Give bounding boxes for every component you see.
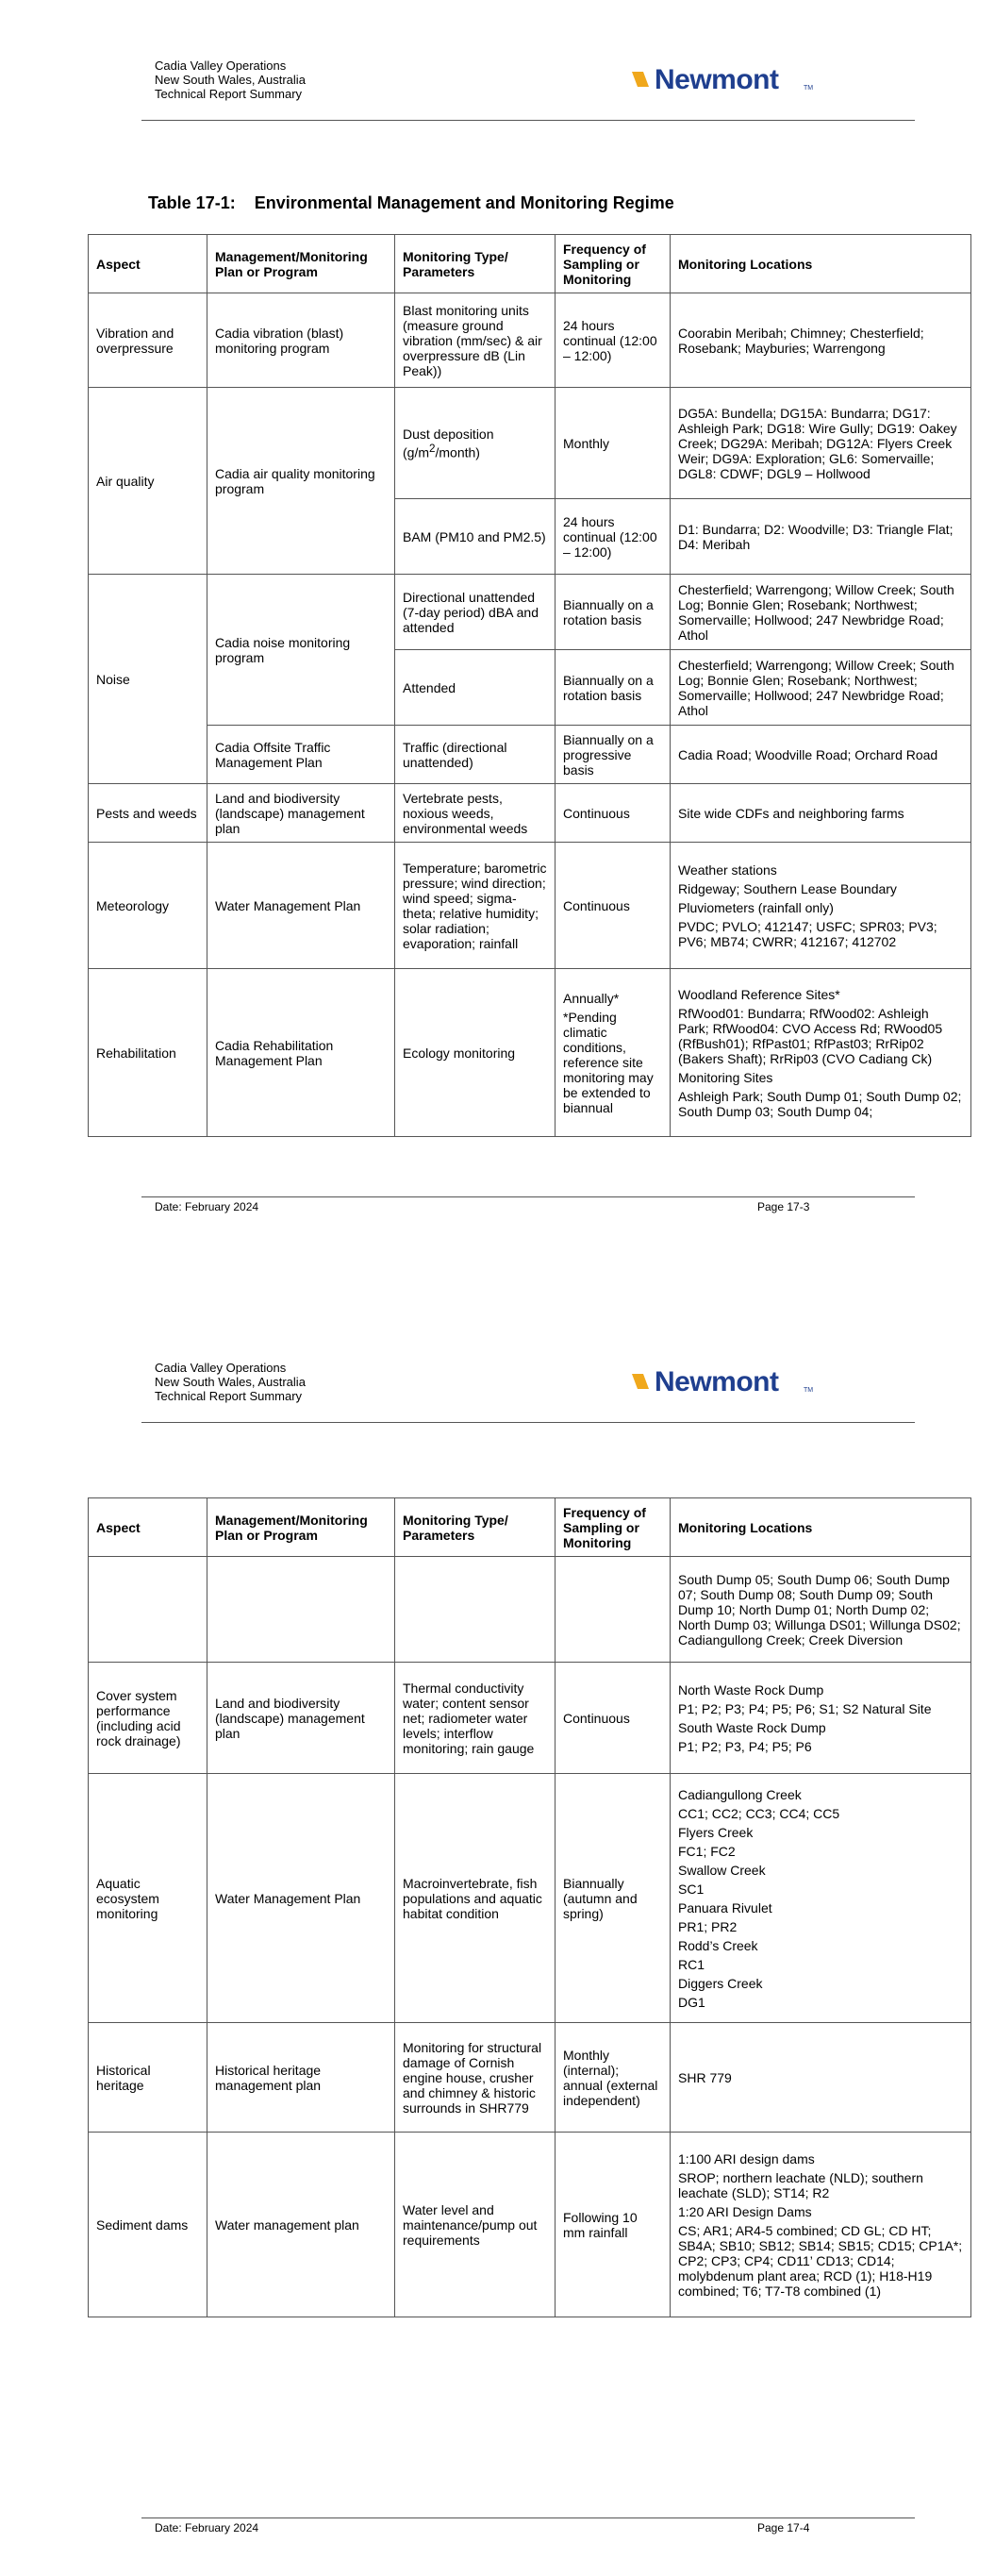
- logo-trademark: TM: [804, 85, 814, 92]
- table-row: [89, 1774, 971, 2023]
- locations-cell: South Dump 05; South Dump 06; South Dump 07; South Dump 08; South Dump 09; South Dump 10; North Dump 01; North Dump 02; North Dump 03; Willunga DS01; Willunga DS02; Cadiangullong Creek; Creek Diversion: [671, 1557, 971, 1663]
- type-cell: Directional unattended (7-day period) dBA and attended: [395, 575, 556, 650]
- locations-cell: Weather stations Ridgeway; Southern Lease Boundary Pluviometers (rainfall only) PVDC; PVLO; 412147; USFC; SPR03; PV3; PV6; MB74; CWRR; 412167; 412702: [671, 843, 971, 969]
- plan-cell: [207, 1557, 395, 1663]
- table-row: [89, 1663, 971, 1774]
- locations-cell: Coorabin Meribah; Chimney; Chesterfield; Rosebank; Mayburies; Warrengong: [671, 293, 971, 388]
- monitoring-table-part-1: [88, 234, 971, 1137]
- aspect-cell: Vibration and overpressure: [89, 293, 207, 388]
- type-cell: Thermal conductivity water; content sensor net; radiometer water levels; interflow monitoring; rain gauge: [395, 1663, 556, 1774]
- col-header-frequency: Frequency of Sampling or Monitoring: [556, 235, 671, 293]
- header-divider: [141, 120, 915, 121]
- frequency-cell: Monthly: [556, 388, 671, 499]
- logo-trademark: TM: [804, 1387, 814, 1394]
- footer-divider: [141, 2517, 915, 2518]
- table-row: [89, 969, 971, 1137]
- type-cell: Blast monitoring units (measure ground vibration (mm/sec) & air overpressure dB (Lin Peak)): [395, 293, 556, 388]
- frequency-cell: 24 hours continual (12:00 – 12:00): [556, 499, 671, 575]
- frequency-cell: Biannually (autumn and spring): [556, 1774, 671, 2023]
- locations-cell: DG5A: Bundella; DG15A: Bundarra; DG17: Ashleigh Park; DG18: Wire Gully; DG19: Oakey Creek; DG29A: Meribah; DG12A: Flyers Creek Weir; DG9A: Exploration; GL6: Somervaille; DGL8: CDWF; DGL9 – Hollwood: [671, 388, 971, 499]
- col-header-plan: Management/Monitoring Plan or Program: [207, 235, 395, 293]
- logo-wordmark: Newmont: [655, 1366, 779, 1397]
- aspect-cell: [89, 1557, 207, 1663]
- table-row: [89, 784, 971, 843]
- table-row: [89, 2023, 971, 2133]
- monitoring-table-part-2: [88, 1497, 971, 2317]
- company-location: New South Wales, Australia: [155, 1375, 306, 1389]
- type-cell: Attended: [395, 650, 556, 726]
- col-header-type: Monitoring Type/ Parameters: [395, 235, 556, 293]
- footer-date: Date: February 2024: [155, 2521, 259, 2534]
- header-divider: [141, 1422, 915, 1423]
- report-type: Technical Report Summary: [155, 87, 303, 101]
- plan-cell: Historical heritage management plan: [207, 2023, 395, 2133]
- type-cell: BAM (PM10 and PM2.5): [395, 499, 556, 575]
- type-cell: [395, 1557, 556, 1663]
- table-header-row: [89, 1498, 971, 1557]
- locations-cell: D1: Bundarra; D2: Woodville; D3: Triangle Flat; D4: Meribah: [671, 499, 971, 575]
- footer-page-number: Page 17-3: [757, 1200, 810, 1213]
- locations-cell: Chesterfield; Warrengong; Willow Creek; South Log; Bonnie Glen; Rosebank; Northwest; Somervaille; Hollwood; 247 Newbridge Road; Athol: [671, 575, 971, 650]
- type-cell: Macroinvertebrate, fish populations and aquatic habitat condition: [395, 1774, 556, 2023]
- frequency-cell: Biannually on a progressive basis: [556, 726, 671, 784]
- aspect-cell: Aquatic ecosystem monitoring: [89, 1774, 207, 2023]
- company-location: New South Wales, Australia: [155, 73, 306, 87]
- report-header: [155, 1361, 306, 1403]
- frequency-cell: Continuous: [556, 1663, 671, 1774]
- footer-page-number: Page 17-4: [757, 2521, 810, 2534]
- newmont-logo-mark-icon: [632, 68, 655, 91]
- locations-cell: Site wide CDFs and neighboring farms: [671, 784, 971, 843]
- col-header-locations: Monitoring Locations: [671, 235, 971, 293]
- footer-divider: [141, 1196, 915, 1197]
- type-cell: Temperature; barometric pressure; wind direction; wind speed; sigma-theta; relative humidity; solar radiation; evaporation; rainfall: [395, 843, 556, 969]
- newmont-logo-mark-icon: [632, 1370, 655, 1393]
- plan-cell: Cadia noise monitoring program: [207, 575, 395, 726]
- report-header: [155, 59, 306, 101]
- company-name: Cadia Valley Operations: [155, 1361, 287, 1375]
- frequency-cell: Biannually on a rotation basis: [556, 650, 671, 726]
- report-type: Technical Report Summary: [155, 1389, 303, 1403]
- aspect-cell: Historical heritage: [89, 2023, 207, 2133]
- col-header-plan: Management/Monitoring Plan or Program: [207, 1498, 395, 1557]
- type-cell: Monitoring for structural damage of Cornish engine house, crusher and chimney & historic surrounds in SHR779: [395, 2023, 556, 2133]
- aspect-cell: Rehabilitation: [89, 969, 207, 1137]
- locations-cell: Woodland Reference Sites* RfWood01: Bundarra; RfWood02: Ashleigh Park; RfWood04: CVO Access Rd; RWood05 (RfBush01); RfPast01; RfPast03; RrRip02 (Bakers Shaft); RrRip03 (CVO Cadiang Ck) Monitoring Sites Ashleigh Park; South Dump 01; South Dump 02; South Dump 03; South Dump 04;: [671, 969, 971, 1137]
- table-caption: [148, 193, 674, 213]
- col-header-frequency: Frequency of Sampling or Monitoring: [556, 1498, 671, 1557]
- aspect-cell: Noise: [89, 575, 207, 784]
- type-cell: Water level and maintenance/pump out requirements: [395, 2133, 556, 2317]
- table-row: [89, 293, 971, 388]
- table-number: Table 17-1:: [148, 193, 236, 212]
- company-name: Cadia Valley Operations: [155, 59, 287, 73]
- plan-cell: Cadia air quality monitoring program: [207, 388, 395, 575]
- frequency-cell: [556, 1557, 671, 1663]
- aspect-cell: Cover system performance (including acid rock drainage): [89, 1663, 207, 1774]
- table-row: [89, 388, 971, 499]
- col-header-aspect: Aspect: [89, 235, 207, 293]
- page-17-3: [0, 0, 995, 1227]
- newmont-logo: [632, 1366, 814, 1400]
- table-row: [89, 2133, 971, 2317]
- logo-wordmark: Newmont: [655, 64, 779, 95]
- table-row: [89, 1557, 971, 1663]
- locations-cell: SHR 779: [671, 2023, 971, 2133]
- aspect-cell: Meteorology: [89, 843, 207, 969]
- footer-date: Date: February 2024: [155, 1200, 259, 1213]
- frequency-cell: Biannually on a rotation basis: [556, 575, 671, 650]
- plan-cell: Water Management Plan: [207, 1774, 395, 2023]
- type-cell: Vertebrate pests, noxious weeds, environmental weeds: [395, 784, 556, 843]
- locations-cell: North Waste Rock Dump P1; P2; P3; P4; P5; P6; S1; S2 Natural Site South Waste Rock Dump P1; P2; P3, P4; P5; P6: [671, 1663, 971, 1774]
- plan-cell: Land and biodiversity (landscape) management plan: [207, 784, 395, 843]
- aspect-cell: Air quality: [89, 388, 207, 575]
- col-header-aspect: Aspect: [89, 1498, 207, 1557]
- type-cell: Traffic (directional unattended): [395, 726, 556, 784]
- table-row: [89, 843, 971, 969]
- table-row: [89, 726, 971, 784]
- aspect-cell: Sediment dams: [89, 2133, 207, 2317]
- table-row: [89, 575, 971, 650]
- locations-cell: Chesterfield; Warrengong; Willow Creek; South Log; Bonnie Glen; Rosebank; Northwest; Somervaille; Hollwood; 247 Newbridge Road; Athol: [671, 650, 971, 726]
- frequency-cell: Monthly (internal); annual (external independent): [556, 2023, 671, 2133]
- locations-cell: Cadiangullong Creek CC1; CC2; CC3; CC4; CC5 Flyers Creek FC1; FC2 Swallow Creek SC1 Panuara Rivulet PR1; PR2 Rodd’s Creek RC1 Diggers Creek DG1: [671, 1774, 971, 2023]
- frequency-cell: Continuous: [556, 784, 671, 843]
- table-header-row: [89, 235, 971, 293]
- frequency-cell: 24 hours continual (12:00 – 12:00): [556, 293, 671, 388]
- plan-cell: Water Management Plan: [207, 843, 395, 969]
- newmont-logo: [632, 64, 814, 98]
- plan-cell: Cadia Offsite Traffic Management Plan: [207, 726, 395, 784]
- col-header-locations: Monitoring Locations: [671, 1498, 971, 1557]
- locations-cell: 1:100 ARI design dams SROP; northern leachate (NLD); southern leachate (SLD); ST14; R2 1:20 ARI Design Dams CS; AR1; AR4-5 combined; CD GL; CD HT; SB4A; SB10; SB12; SB14; SB15; CD15; CP1A*; CP2; CP3; CP4; CD11’ CD13; CD14; molybdenum plant area; RCD (1); H18-H19 combined; T6; T7-T8 combined (1): [671, 2133, 971, 2317]
- type-cell: Ecology monitoring: [395, 969, 556, 1137]
- frequency-cell: Continuous: [556, 843, 671, 969]
- frequency-cell: Following 10 mm rainfall: [556, 2133, 671, 2317]
- plan-cell: Cadia Rehabilitation Management Plan: [207, 969, 395, 1137]
- plan-cell: Cadia vibration (blast) monitoring program: [207, 293, 395, 388]
- plan-cell: Land and biodiversity (landscape) management plan: [207, 1663, 395, 1774]
- aspect-cell: Pests and weeds: [89, 784, 207, 843]
- frequency-cell: Annually* *Pending climatic conditions, reference site monitoring may be extended to biannual: [556, 969, 671, 1137]
- type-cell: Dust deposition $(g/m^2/month)$: [395, 388, 556, 499]
- table-title: Environmental Management and Monitoring Regime: [254, 193, 674, 212]
- locations-cell: Cadia Road; Woodville Road; Orchard Road: [671, 726, 971, 784]
- col-header-type: Monitoring Type/ Parameters: [395, 1498, 556, 1557]
- plan-cell: Water management plan: [207, 2133, 395, 2317]
